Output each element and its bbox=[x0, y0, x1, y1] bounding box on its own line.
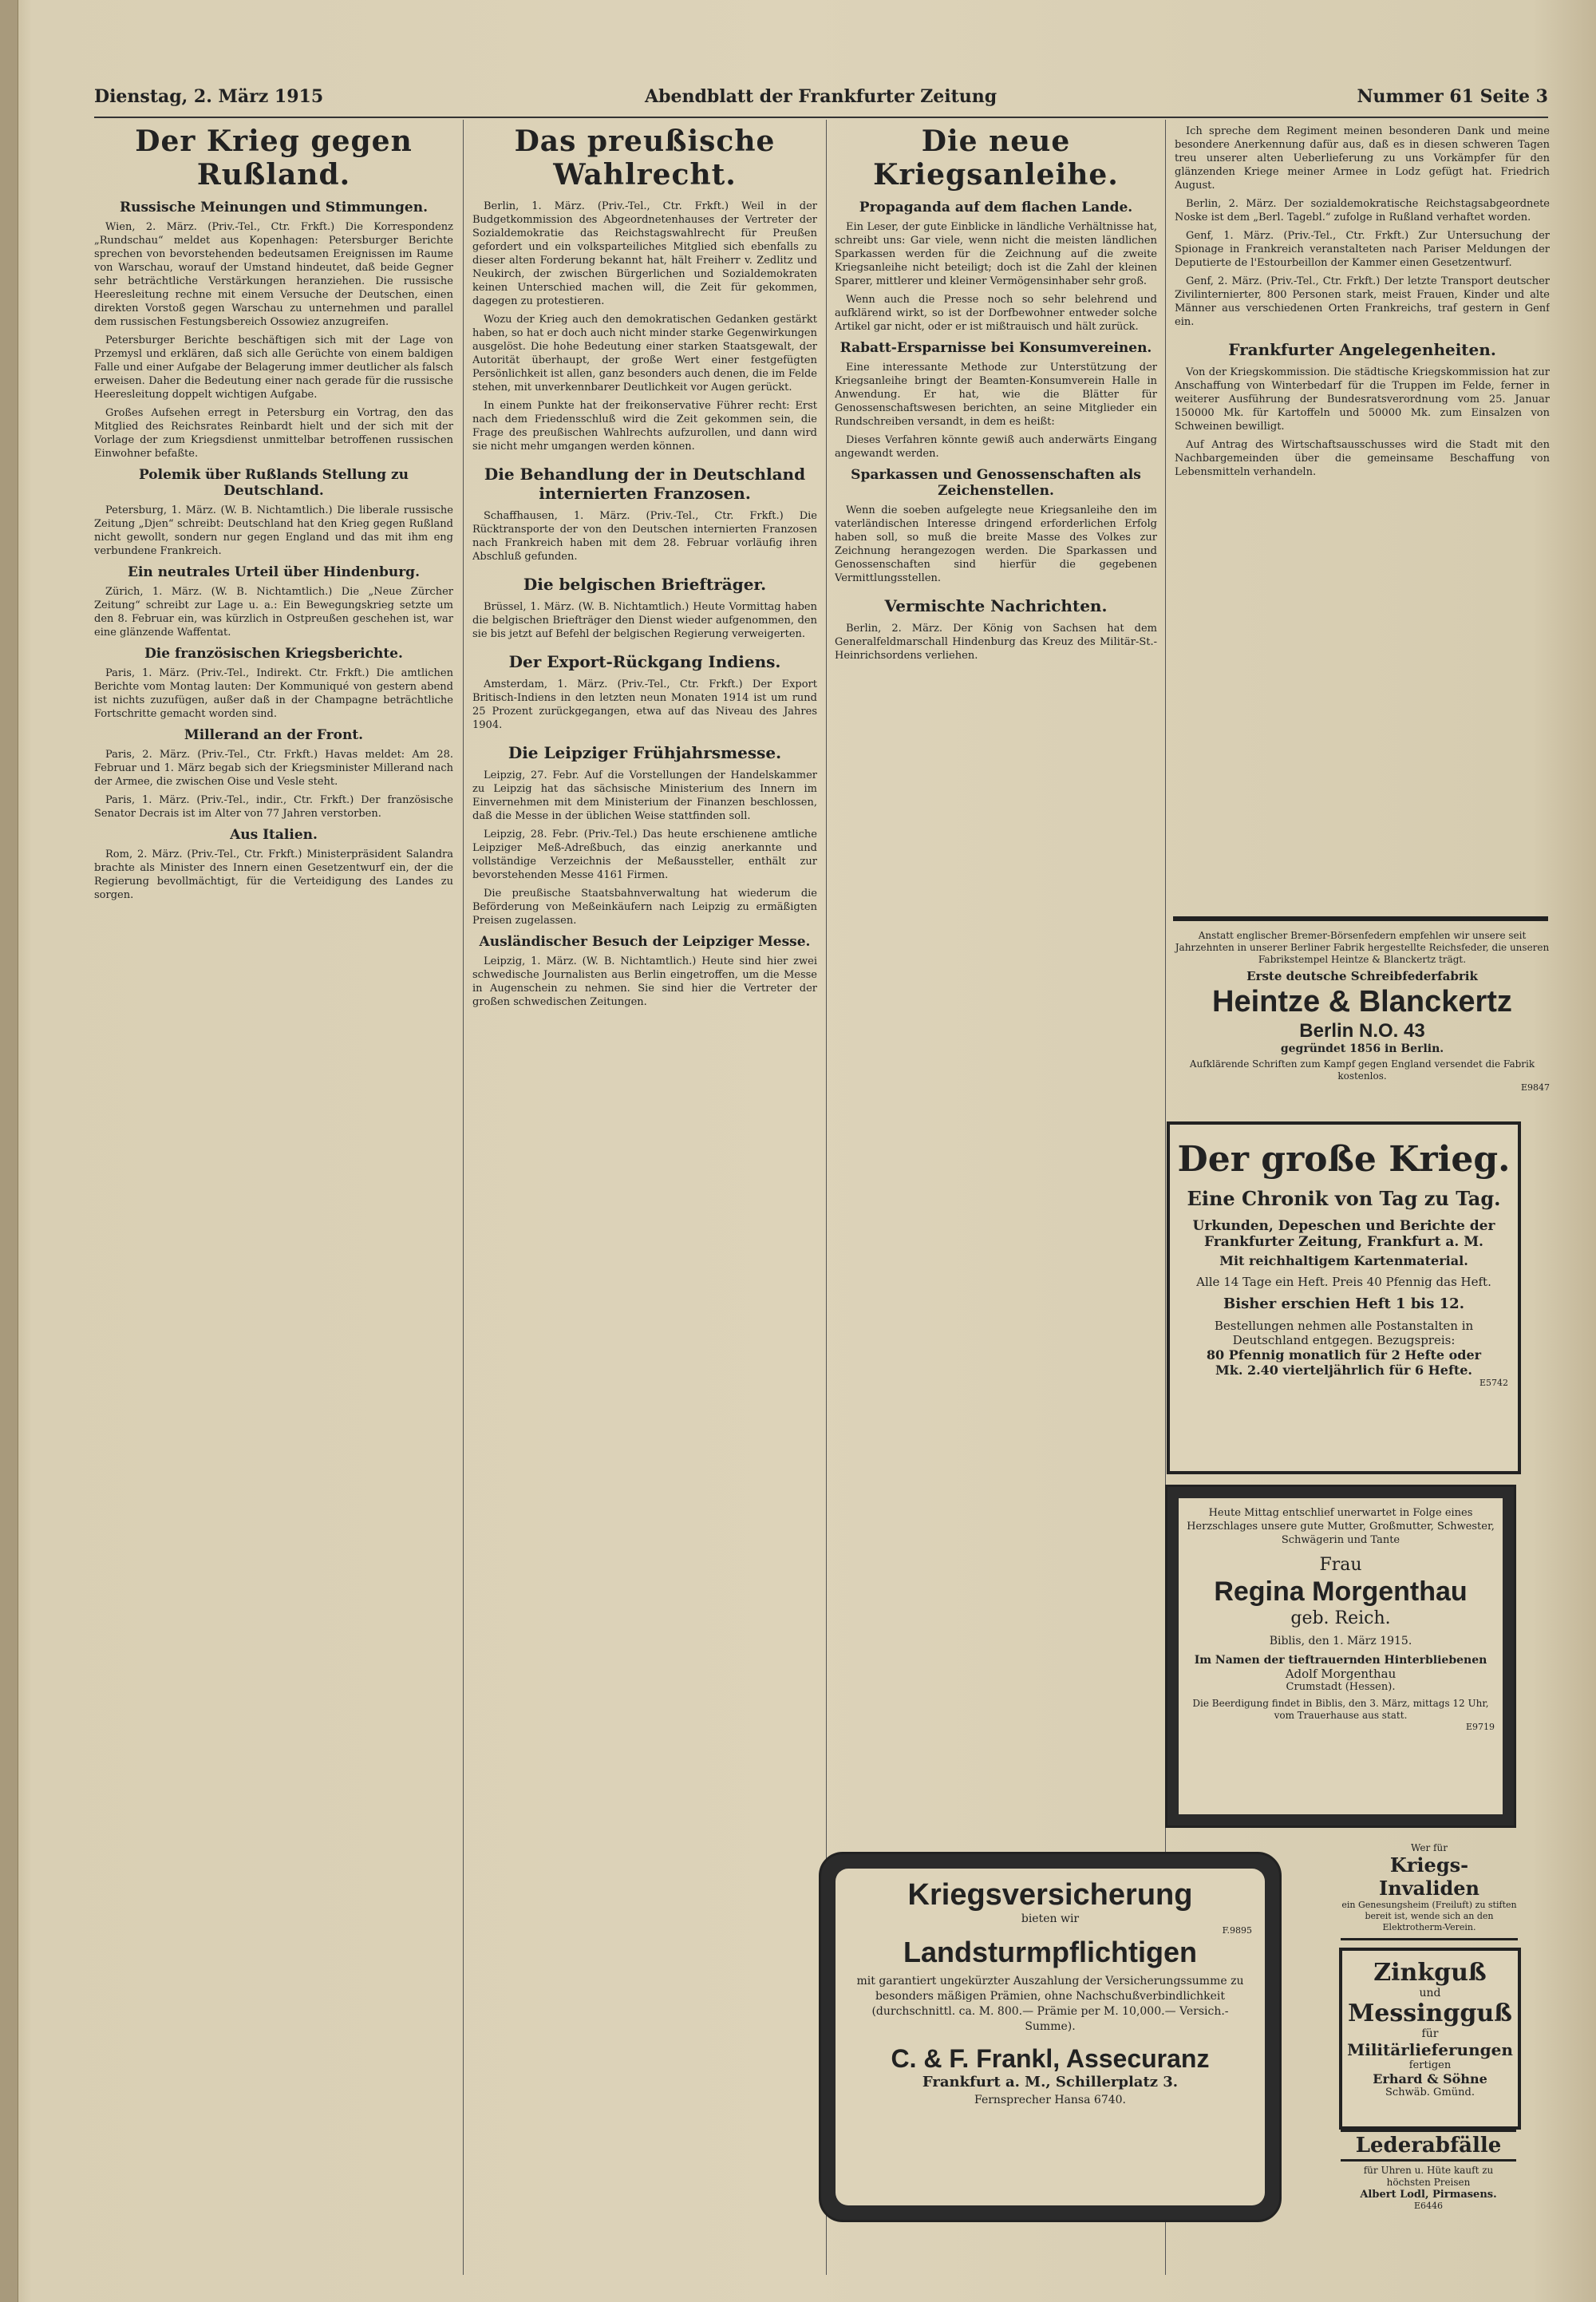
notice-text: Adolf Morgenthau bbox=[1285, 1667, 1396, 1681]
ad-ref: E9847 bbox=[1520, 1082, 1550, 1093]
ad-zinkguss bbox=[1339, 1948, 1521, 2130]
article-paragraph: Rom, 2. März. (Priv.-Tel., Ctr. Frkft.) Ministerpräsident Salandra brachte als Minister des Innern einen Gesetzentwurf ein, der die Regierung bevollmächtigt, für die Verteidigung des Landes zu sorgen. bbox=[94, 848, 453, 901]
article-subtitle: Die Leipziger Frühjahrsmesse. bbox=[508, 743, 782, 762]
article-paragraph: Von der Kriegskommission. Die städtische Kriegskommission hat zur Anschaffung von Winterbedarf für die Truppen im Felde, ferner in weiterer Ausführung der Bundesratsverordnung vom 25. Januar 150000 Mk. für Kartoffeln und 50000 Mk. zum Einsalzen von Schweinen bewilligt. bbox=[1175, 366, 1550, 433]
ad-firm: C. & F. Frankl, Assecuranz bbox=[891, 2044, 1210, 2073]
ad-brand: Heintze & Blanckertz bbox=[1212, 985, 1512, 1018]
ad-text: Schwäb. Gmünd. bbox=[1385, 2086, 1475, 2098]
death-notice bbox=[1165, 1485, 1516, 1828]
article-paragraph: Brüssel, 1. März. (W. B. Nichtamtlich.) Heute Vormittag haben die belgischen Briefträger den Dienst wieder aufgenommen, den sie bis jetzt auf Befehl der belgischen Regierung verweigerten. bbox=[472, 601, 817, 640]
article-title: Die neue Kriegsanleihe. bbox=[873, 125, 1119, 192]
article-subtitle: Die Behandlung der in Deutschland internierten Franzosen. bbox=[484, 465, 806, 503]
article-paragraph: Amsterdam, 1. März. (Priv.-Tel., Ctr. Frkft.) Der Export Britisch-Indiens in den letzten neun Monaten 1914 ist um rund 25 Prozent zurückgegangen, etwa auf das Niveau des Jahres 1904. bbox=[472, 678, 817, 731]
notice-text: Im Namen der tieftrauernden Hinterbliebenen bbox=[1194, 1654, 1487, 1667]
ad-title: Militärlieferungen bbox=[1347, 2040, 1513, 2059]
ad-subtitle: Eine Chronik von Tag zu Tag. bbox=[1187, 1187, 1501, 1210]
ad-text: Frankfurt a. M., Schillerplatz 3. bbox=[922, 2074, 1179, 2090]
article-paragraph: Paris, 2. März. (Priv.-Tel., Ctr. Frkft.) Havas meldet: Am 28. Februar und 1. März begab sich der Kriegsminister Millerand nach der Armee, die zwischen Oise und Vesle steht. bbox=[94, 749, 453, 788]
article-paragraph: Wenn die soeben aufgelegte neue Kriegsanleihe den im vaterländischen Interesse dringend erforderlichen Erfolg haben soll, so muß die breite Masse des Volkes zur Zeichnung herangezogen werden. Die Sparkassen und Genossenschaften sind hierfür die gegebenen Vermittlungsstellen. bbox=[835, 504, 1157, 584]
article-subtitle: Ein neutrales Urteil über Hindenburg. bbox=[128, 564, 420, 580]
ad-text: fertigen bbox=[1408, 2059, 1452, 2071]
article-subtitle: Rabatt-Ersparnisse bei Konsumvereinen. bbox=[839, 340, 1152, 356]
ad-text: für bbox=[1421, 2027, 1439, 2040]
ad-ref: E5742 bbox=[1479, 1378, 1508, 1388]
ad-text: Bestellungen nehmen alle Postanstalten in Deutschland entgegen. Bezugspreis: bbox=[1214, 1319, 1474, 1347]
ad-text: Alle 14 Tage ein Heft. Preis 40 Pfennig das Heft. bbox=[1196, 1275, 1491, 1289]
notice-text: Biblis, den 1. März 1915. bbox=[1269, 1635, 1412, 1647]
ad-title: Lederabfälle bbox=[1341, 2130, 1516, 2162]
article-paragraph: Wozu der Krieg auch den demokratischen Gedanken gestärkt haben, so hat er doch auch nicht minder starke Gegenwirkungen ausgelöst. Die hohe Bedeutung einer starken Staatsgewalt, der Autorität überhaupt, der große Wert einer festgefügten Persönlichkeit ist allen, ganz besonders auch denen, die im Felde stehen, mit unverkennbarer Deutlichkeit vor Augen gerückt. bbox=[472, 314, 817, 394]
ad-ref: E9719 bbox=[1465, 1722, 1495, 1732]
article-paragraph: Ich spreche dem Regiment meinen besonderen Dank und meine besondere Anerkennung dafür aus, daß es in diesen schweren Tagen treu unserer alten Ueberlieferung zu uns Vorkämpfer für den glänzenden Kriege meiner Armee in Lodz gefügt hat. Friedrich August. bbox=[1175, 125, 1550, 192]
article-paragraph: Zürich, 1. März. (W. B. Nichtamtlich.) Die „Neue Zürcher Zeitung“ schreibt zur Lage u. a.: Ein Bewegungskrieg setzte um den 8. Februar ein, was kürzlich in Ostpreußen geschehen ist, war eine glänzende Waffentat. bbox=[94, 586, 453, 639]
article-paragraph: Paris, 1. März. (Priv.-Tel., indir., Ctr. Frkft.) Der französische Senator Decrais ist im Alter von 77 Jahren verstorben. bbox=[94, 794, 453, 820]
header-date: Dienstag, 2. März 1915 bbox=[94, 86, 324, 107]
article-subtitle: Die französischen Kriegsberichte. bbox=[144, 646, 403, 662]
ad-text: Erste deutsche Schreibfederfabrik bbox=[1246, 969, 1478, 983]
article-paragraph: Berlin, 2. März. Der König von Sachsen hat dem Generalfeldmarschall Hindenburg das Kreuz des Militär-St.-Heinrichsordens verliehen. bbox=[835, 623, 1157, 662]
article-paragraph: Auf Antrag des Wirtschaftsausschusses wird die Stadt mit den Nachbargemeinden über die gemeinsame Beschaffung von Lebensmitteln verhandeln. bbox=[1175, 439, 1550, 478]
ad-title: Der große Krieg. bbox=[1177, 1139, 1511, 1180]
article-paragraph: Wenn auch die Presse noch so sehr belehrend und aufklärend wirkt, so ist der Dorfbewohner entweder solche Artikel gar nicht, oder er ist mißtrauisch und hält zurück. bbox=[835, 294, 1157, 333]
ad-title: Kriegs-Invaliden bbox=[1379, 1853, 1479, 1900]
article-paragraph: Leipzig, 28. Febr. (Priv.-Tel.) Das heute erschienene amtliche Leipziger Meß-Adreßbuch, das einzig anerkannte und vollständige Verzeichnis der Meßaussteller, enthält zur bevorstehenden Messe 4161 Firmen. bbox=[472, 829, 817, 881]
article-paragraph: Petersburger Berichte beschäftigen sich mit der Lage von Przemysl und erklären, daß sich alle Gerüchte von einem baldigen Falle und einer Aufgabe der Belagerung immer deutlicher als falsch erweisen. Daher die Bedeutung einer nach gerade für die russische Heeresleitung doppelt wichtigen Aufgabe. bbox=[94, 334, 453, 401]
ad-kriegs-invaliden bbox=[1341, 1842, 1518, 1940]
ad-text: mit garantiert ungekürzter Auszahlung der Versicherungssumme zu besonders mäßigen Prämien, ohne Nachschußverbindlichkeit (durchschnittl. ca. M. 800.— Prämie per M. 10,000.— Versich.-Summe). bbox=[856, 1975, 1244, 2033]
article-paragraph: Dieses Verfahren könnte gewiß auch anderwärts Eingang angewandt werden. bbox=[835, 434, 1157, 460]
ad-heintze bbox=[1175, 930, 1550, 1113]
article-subtitle: Polemik über Rußlands Stellung zu Deutschland. bbox=[138, 467, 409, 499]
article-paragraph: Großes Aufsehen erregt in Petersburg ein Vortrag, den das Mitglied des Reichsrates Reinbardt hielt und der sich mit der Vorlage der zum Kriegsdienst unmittelbar betroffenen russischen Einwohner befaßte. bbox=[94, 407, 453, 460]
ad-title: Messingguß bbox=[1348, 1999, 1512, 2027]
ad-text: Mk. 2.40 vierteljährlich für 6 Hefte. bbox=[1215, 1363, 1472, 1378]
ad-text: Anstatt englischer Bremer-Börsenfedern empfehlen wir unsere seit Jahrzehnten in unserer Berliner Fabrik hergestellte Reichsfeder, die unseren Fabrikstempel Heintze & Blanckertz trägt. bbox=[1175, 930, 1550, 965]
ad-text: Bisher erschien Heft 1 bis 12. bbox=[1223, 1295, 1464, 1312]
column-2 bbox=[472, 125, 817, 2272]
article-paragraph: Die preußische Staatsbahnverwaltung hat wiederum die Beförderung von Meßeinkäufern nach Leipzig zu ermäßigten Preisen zugelassen. bbox=[472, 888, 817, 927]
article-paragraph: Wien, 2. März. (Priv.-Tel., Ctr. Frkft.) Die Korrespondenz „Rundschau“ meldet aus Kopenhagen: Petersburger Berichte sprechen von bevorstehenden bedeutsamen Ereignissen im Raume von Warschau, worauf der Umstand hindeutet, daß beide Gegner sehr beträchtliche Verstärkungen heranziehen. Die russische Heeresleitung rechne mit einem Versuche der Deutschen, einen direkten Vorstoß gegen Warschau zu unternehmen und parallel dem russischen Festungsbereich Ossowiez anzugreifen. bbox=[94, 221, 453, 328]
ad-title: Kriegsversicherung bbox=[907, 1878, 1193, 1912]
ad-der-grosse-krieg bbox=[1167, 1121, 1521, 1474]
ad-text: Urkunden, Depeschen und Berichte der bbox=[1192, 1218, 1495, 1234]
article-subtitle: Russische Meinungen und Stimmungen. bbox=[119, 200, 429, 216]
ad-title: Landsturmpflichtigen bbox=[903, 1936, 1197, 1968]
ad-kriegsversicherung bbox=[819, 1852, 1282, 2222]
column-4 bbox=[1175, 125, 1550, 923]
ad-text: Wer für bbox=[1411, 1842, 1448, 1853]
adjacent-page-edge bbox=[0, 0, 18, 2302]
article-subtitle: Sparkassen und Genossenschaften als Zeichenstellen. bbox=[851, 467, 1141, 499]
ad-firm: Erhard & Söhne bbox=[1373, 2071, 1487, 2086]
notice-text: geb. Reich. bbox=[1290, 1608, 1391, 1628]
notice-text: Crumstadt (Hessen). bbox=[1286, 1681, 1396, 1693]
ad-title: Zinkguß bbox=[1373, 1959, 1487, 1987]
ad-rule bbox=[1173, 916, 1548, 921]
ad-text: ein Genesungsheim (Freiluft) zu stiften bereit ist, wende sich an den Elektrotherm-Verein. bbox=[1341, 1900, 1517, 1932]
notice-text: Heute Mittag entschlief unerwartet in Folge eines Herzschlages unsere gute Mutter, Großmutter, Schwester, Schwägerin und Tante bbox=[1187, 1507, 1495, 1546]
article-subtitle: Millerand an der Front. bbox=[184, 727, 364, 743]
ad-text: und bbox=[1419, 1987, 1441, 1999]
ad-text: Albert Lodl, Pirmasens. bbox=[1360, 2189, 1497, 2201]
column-1 bbox=[94, 125, 453, 2272]
page-header bbox=[94, 86, 1548, 112]
article-subtitle: Aus Italien. bbox=[230, 827, 318, 843]
header-issue: Nummer 61 Seite 3 bbox=[1357, 86, 1548, 107]
notice-text: Frau bbox=[1319, 1555, 1362, 1575]
article-subtitle: Ausländischer Besuch der Leipziger Messe. bbox=[479, 934, 811, 950]
article-subtitle: Der Export-Rückgang Indiens. bbox=[508, 652, 781, 671]
ad-lederabfaelle bbox=[1341, 2130, 1516, 2249]
header-paper-name: Abendblatt der Frankfurter Zeitung bbox=[645, 86, 998, 107]
header-rule bbox=[94, 117, 1548, 118]
article-paragraph: Leipzig, 1. März. (W. B. Nichtamtlich.) Heute sind hier zwei schwedische Journalisten aus Berlin eingetroffen, um die Messe in Augenschein zu nehmen. Sie sind hier die Vertreter der großen schwedischen Zeitungen. bbox=[472, 955, 817, 1008]
ad-ref: E6446 bbox=[1413, 2201, 1444, 2211]
ad-text: 80 Pfennig monatlich für 2 Hefte oder bbox=[1206, 1347, 1482, 1363]
article-paragraph: Paris, 1. März. (Priv.-Tel., Indirekt. Ctr. Frkft.) Die amtlichen Berichte vom Montag lauten: Der Kommuniqué von gestern abend ist nichts zuzufügen, außer daß in der Champagne beträchtliche Fortschritte gemacht worden sind. bbox=[94, 667, 453, 720]
ad-ref: F.9895 bbox=[1222, 1925, 1252, 1936]
column-3 bbox=[835, 125, 1157, 1833]
ad-text: Fernsprecher Hansa 6740. bbox=[974, 2094, 1126, 2106]
article-paragraph: Petersburg, 1. März. (W. B. Nichtamtlich.) Die liberale russische Zeitung „Djen“ schreibt: Deutschland hat den Krieg gegen Rußland nicht gewollt, sondern nur gegen England und das mit ihm eng verbundene Frankreich. bbox=[94, 504, 453, 557]
ad-text: Frankfurter Zeitung, Frankfurt a. M. bbox=[1204, 1234, 1483, 1250]
column-divider bbox=[463, 120, 464, 2275]
article-paragraph: Eine interessante Methode zur Unterstützung der Kriegsanleihe bringt der Beamten-Konsumverein Halle in Anwendung. Er hat, wie die Blätter für Genossenschaftswesen berichten, an seine Mitglieder ein Rundschreiben versandt, in dem es heißt: bbox=[835, 362, 1157, 428]
article-title: Der Krieg gegen Rußland. bbox=[135, 125, 413, 192]
article-paragraph: In einem Punkte hat der freikonservative Führer recht: Erst nach dem Friedensschluß wird die Zeit gekommen sein, die Frage des preußischen Wahlrechts aufzurollen, und dann wird sie nicht mehr umgangen werden können. bbox=[472, 400, 817, 453]
ad-text: für Uhren u. Hüte kauft zu höchsten Preisen bbox=[1363, 2165, 1494, 2188]
article-paragraph: Berlin, 1. März. (Priv.-Tel., Ctr. Frkft.) Weil in der Budgetkommission des Abgeordnetenhauses der Vertreter der Sozialdemokratie das Reichstagswahlrecht für Preußen gefordert und ein volksparteiliches Mitglied sich ebenfalls zu dieser alten Forderung bekannt hat, hält Freiherr v. Zedlitz und Neukirch, der zwischen Bürgerlichen und Sozialdemokraten keinen Unterschied machen will, die Zeit für gekommen, dagegen zu protestieren. bbox=[472, 200, 817, 307]
article-title: Das preußische Wahlrecht. bbox=[514, 125, 776, 192]
article-paragraph: Leipzig, 27. Febr. Auf die Vorstellungen der Handelskammer zu Leipzig hat das sächsische Ministerium des Innern im Einvernehmen mit dem Ministerium der Finanzen beschlossen, daß die Messe in der üblichen Weise stattfinden soll. bbox=[472, 769, 817, 822]
article-subtitle: Die belgischen Briefträger. bbox=[523, 575, 767, 594]
ad-text: Mit reichhaltigem Kartenmaterial. bbox=[1219, 1253, 1468, 1268]
ad-text: Aufklärende Schriften zum Kampf gegen England versendet die Fabrik kostenlos. bbox=[1189, 1058, 1535, 1082]
article-subtitle: Frankfurter Angelegenheiten. bbox=[1228, 340, 1496, 359]
article-paragraph: Schaffhausen, 1. März. (Priv.-Tel., Ctr. Frkft.) Die Rücktransporte der von den Deutschen internierten Franzosen nach Frankreich haben mit dem 28. Februar vorläufig ihren Abschluß gefunden. bbox=[472, 510, 817, 563]
article-paragraph: Berlin, 2. März. Der sozialdemokratische Reichstagsabgeordnete Noske ist dem „Berl. Tagebl.“ zufolge in Rußland verhaftet worden. bbox=[1175, 198, 1550, 223]
ad-text: Berlin N.O. 43 bbox=[1299, 1020, 1425, 1042]
ad-text: bieten wir bbox=[1021, 1912, 1080, 1925]
notice-text: Die Beerdigung findet in Biblis, den 3. März, mittags 12 Uhr, vom Trauerhause aus statt. bbox=[1192, 1698, 1489, 1721]
article-subtitle: Propaganda auf dem flachen Lande. bbox=[859, 200, 1133, 216]
article-paragraph: Genf, 1. März. (Priv.-Tel., Ctr. Frkft.) Zur Untersuchung der Spionage in Frankreich veranstalteten nach Pariser Meldungen der Deputierte de l'Estourbeillon der Kammer einen Gesetzentwurf. bbox=[1175, 230, 1550, 269]
article-paragraph: Ein Leser, der gute Einblicke in ländliche Verhältnisse hat, schreibt uns: Gar viele, wenn nicht die meisten ländlichen Sparkassen werden für die Zeichnung auf die zweite Kriegsanleihe nicht beteiligt; doch ist die Zahl der kleinen Sparer, mittlerer und kleiner Vermögensinhaber sehr groß. bbox=[835, 221, 1157, 287]
article-paragraph: Genf, 2. März. (Priv.-Tel., Ctr. Frkft.) Der letzte Transport deutscher Zivilinternierter, 800 Personen stark, meist Frauen, Kinder und alte Männer aus verschiedenen Orten Frankreichs, traf gestern in Genf ein. bbox=[1175, 275, 1550, 328]
article-subtitle: Vermischte Nachrichten. bbox=[884, 596, 1108, 615]
notice-name: Regina Morgenthau bbox=[1214, 1576, 1468, 1607]
ad-text: gegründet 1856 in Berlin. bbox=[1280, 1042, 1444, 1055]
